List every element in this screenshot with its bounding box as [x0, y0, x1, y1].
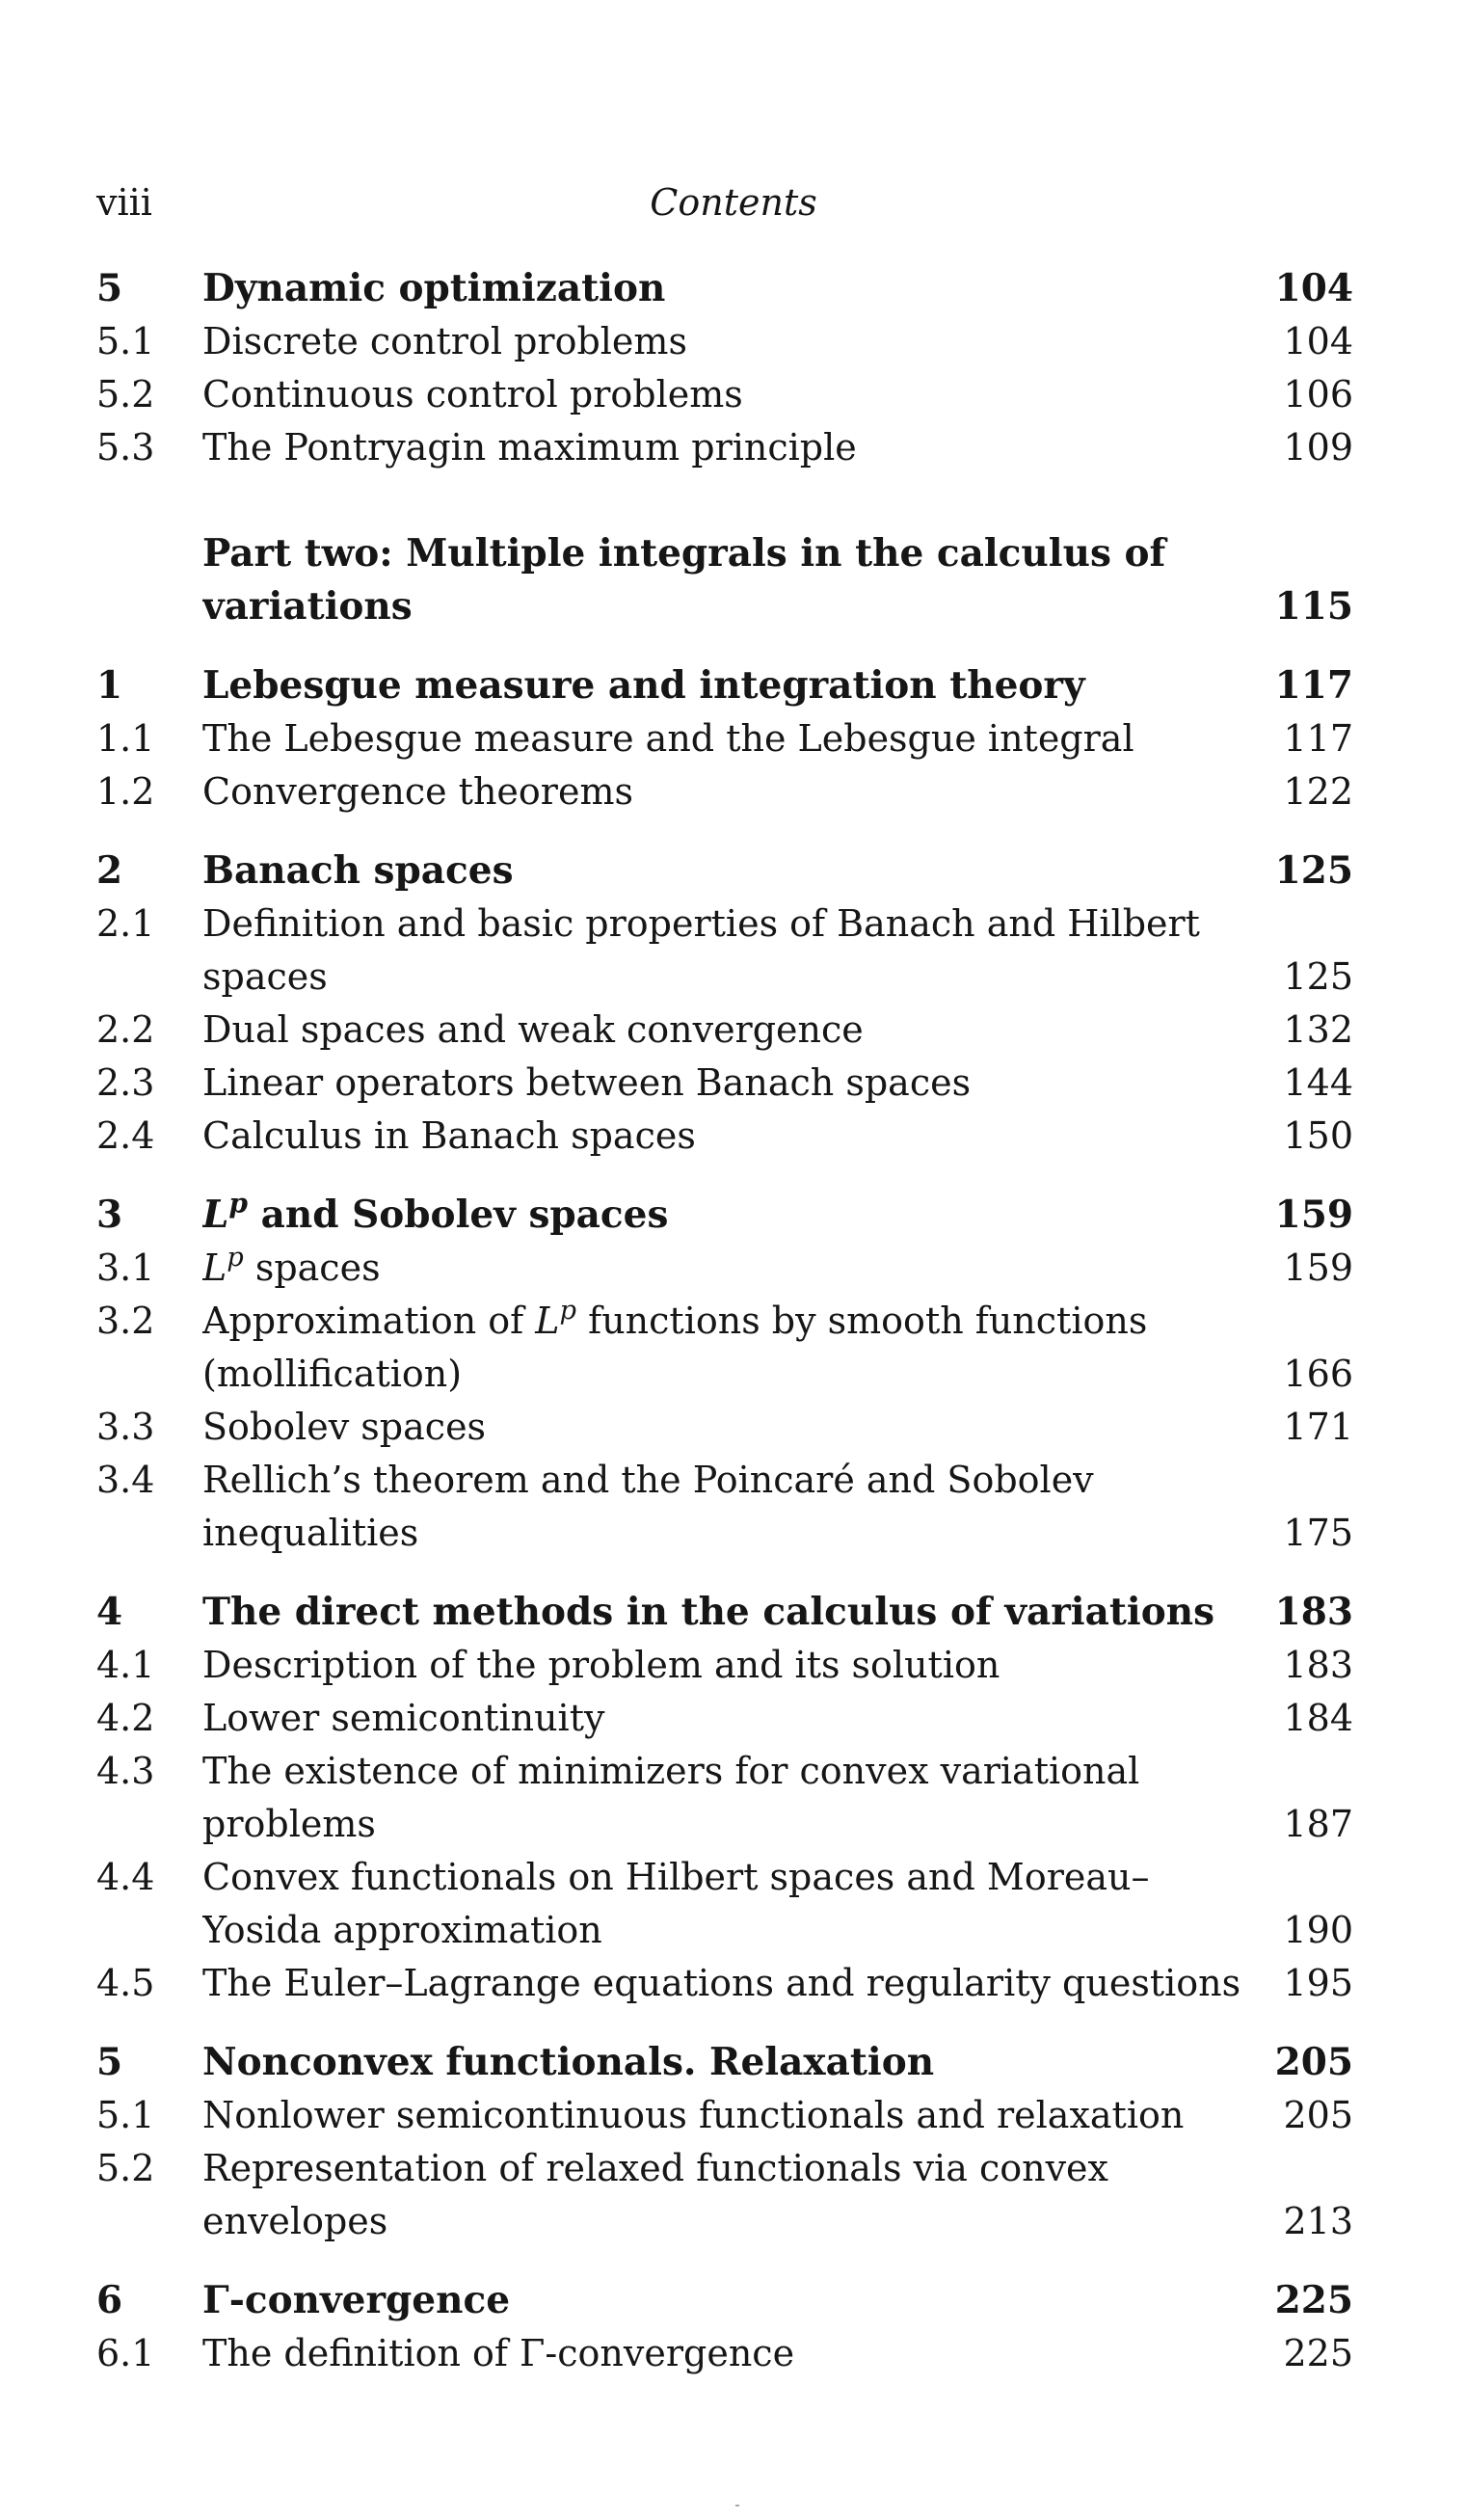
section-title: Calculus in Banach spaces: [202, 1114, 696, 1157]
chapter-title: Nonconvex functionals. Relaxation: [202, 2040, 935, 2084]
scan-speck: [735, 2505, 739, 2507]
page-number: 104: [1274, 266, 1353, 310]
toc-section-row: [0, 1004, 1467, 1057]
page-number: 104: [1283, 320, 1353, 362]
page-number: 122: [1283, 770, 1353, 813]
section-title-continued: Yosida approximation: [202, 1909, 602, 1951]
section-number: 5.2: [96, 373, 155, 416]
section-title: The Lebesgue measure and the Lebesgue integral: [202, 717, 1134, 760]
part-heading-line: [0, 580, 1467, 633]
toc-section-row: [0, 421, 1467, 474]
section-title-continued: (mollification): [202, 1353, 463, 1395]
toc-section-row: [0, 1242, 1467, 1295]
section-number: 2.3: [96, 1061, 155, 1104]
chapter-number: 1: [96, 663, 123, 708]
page-number: 106: [1283, 373, 1353, 416]
toc-section-row: [0, 1295, 1467, 1348]
page-number: 109: [1283, 426, 1353, 469]
math-superscript-p: p: [559, 1295, 577, 1326]
section-number: 5.1: [96, 320, 155, 362]
section-title: Description of the problem and its solution: [202, 1644, 1000, 1686]
section-title: The Euler–Lagrange equations and regularity questions: [202, 1962, 1241, 2004]
page-number: 117: [1283, 717, 1353, 760]
toc-section-row: [0, 765, 1467, 818]
page-number: 159: [1283, 1247, 1353, 1289]
toc-section-row: [0, 368, 1467, 421]
section-title-continued: inequalities: [202, 1512, 419, 1554]
section-number: 3.4: [96, 1459, 155, 1501]
section-number: 2.4: [96, 1114, 155, 1157]
page-number: 205: [1274, 2040, 1353, 2084]
chapter-number: 5: [96, 266, 123, 310]
toc-section-row: [0, 2089, 1467, 2142]
section-number: 4.4: [96, 1856, 155, 1898]
section-number: 6.1: [96, 2332, 155, 2374]
section-title: Dual spaces and weak convergence: [202, 1008, 864, 1051]
toc-chapter-row: [0, 659, 1467, 712]
section-number: 3.2: [96, 1300, 155, 1342]
chapter-title: Dynamic optimization: [202, 266, 666, 310]
page-number: 125: [1283, 955, 1353, 998]
part-heading-line: [0, 527, 1467, 580]
toc-section-row-continued: [0, 1798, 1467, 1851]
section-title: Lower semicontinuity: [202, 1697, 605, 1739]
page-number: 144: [1283, 1061, 1353, 1104]
page-number: 187: [1283, 1803, 1353, 1845]
section-number: 5.2: [96, 2147, 155, 2189]
page-number: 150: [1283, 1114, 1353, 1157]
page-number: 115: [1274, 584, 1353, 629]
math-superscript-p: p: [228, 1189, 249, 1220]
section-number: 3.3: [96, 1406, 155, 1448]
chapter-number: 3: [96, 1193, 123, 1237]
section-number: 4.3: [96, 1750, 155, 1792]
toc-section-row: [0, 1851, 1467, 1904]
page-number: 195: [1283, 1962, 1353, 2004]
toc-chapter-row: [0, 844, 1467, 898]
section-title-text: Approximation of: [202, 1300, 536, 1342]
section-title: The definition of Γ-convergence: [202, 2332, 795, 2374]
page-number: 171: [1283, 1406, 1353, 1448]
section-title: Rellich’s theorem and the Poincaré and Sobolev: [202, 1459, 1094, 1501]
toc-chapter-row: [0, 2274, 1467, 2327]
section-title-continued: problems: [202, 1803, 376, 1845]
page-number: 184: [1283, 1697, 1353, 1739]
toc-chapter-row: [0, 2036, 1467, 2089]
toc-section-row: [0, 1454, 1467, 1507]
chapter-title: [202, 1189, 1265, 1242]
section-number: 1.2: [96, 770, 155, 813]
toc-section-row: [0, 1745, 1467, 1798]
page-number: 125: [1274, 848, 1353, 893]
section-title: Continuous control problems: [202, 373, 743, 416]
section-title: Definition and basic properties of Banach and Hilbert: [202, 902, 1200, 945]
section-number: 4.5: [96, 1962, 155, 2004]
toc-section-row: [0, 1639, 1467, 1692]
section-title: [202, 1295, 1265, 1348]
math-superscript-p: p: [227, 1242, 244, 1273]
section-number: 5.1: [96, 2094, 155, 2136]
section-number: 1.1: [96, 717, 155, 760]
chapter-title: Lebesgue measure and integration theory: [202, 663, 1085, 708]
page-number: 159: [1274, 1193, 1353, 1237]
section-number: 2.2: [96, 1008, 155, 1051]
page-number: 225: [1283, 2332, 1353, 2374]
page-header: [0, 181, 1467, 239]
chapter-number: 5: [96, 2040, 123, 2084]
page-number: 166: [1283, 1353, 1353, 1395]
toc-section-row: [0, 1692, 1467, 1745]
toc-chapter-row: [0, 262, 1467, 315]
page-number: 205: [1283, 2094, 1353, 2136]
toc-section-row-continued: [0, 1904, 1467, 1957]
toc-section-row: [0, 712, 1467, 765]
page-number: 225: [1274, 2278, 1353, 2322]
section-number: 2.1: [96, 902, 155, 945]
section-title: [202, 1242, 1265, 1295]
section-title: Discrete control problems: [202, 320, 687, 362]
page-number: 183: [1283, 1644, 1353, 1686]
chapter-number: 4: [96, 1590, 123, 1634]
toc-section-row: [0, 898, 1467, 951]
chapter-title: Banach spaces: [202, 848, 514, 893]
page-number: 117: [1274, 663, 1353, 708]
math-L: L: [535, 1300, 560, 1342]
toc-section-row: [0, 1057, 1467, 1110]
chapter-number: 2: [96, 848, 123, 893]
math-L: L: [202, 1193, 229, 1237]
toc-section-row-continued: [0, 2195, 1467, 2248]
toc-chapter-row: [0, 1189, 1467, 1242]
part-title: Part two: Multiple integrals in the calculus of: [202, 531, 1166, 576]
section-title: Convex functionals on Hilbert spaces and Moreau–: [202, 1856, 1150, 1898]
toc-section-row: [0, 1401, 1467, 1454]
toc-section-row: [0, 315, 1467, 368]
running-head: Contents: [650, 181, 817, 224]
chapter-title: Γ-convergence: [202, 2278, 511, 2322]
section-number: 5.3: [96, 426, 155, 469]
section-title: Representation of relaxed functionals via convex: [202, 2147, 1108, 2189]
toc-section-row-continued: [0, 1348, 1467, 1401]
chapter-title-text: and Sobolev spaces: [248, 1193, 669, 1237]
section-title: Nonlower semicontinuous functionals and relaxation: [202, 2094, 1185, 2136]
section-title: Convergence theorems: [202, 770, 633, 813]
section-title-text: functions by smooth functions: [576, 1300, 1148, 1342]
part-title-continued: variations: [202, 584, 413, 629]
section-number: 4.2: [96, 1697, 155, 1739]
page-folio: viii: [96, 181, 152, 224]
section-number: 4.1: [96, 1644, 155, 1686]
toc-section-row-continued: [0, 1507, 1467, 1560]
section-title: The existence of minimizers for convex variational: [202, 1750, 1140, 1792]
section-title-continued: envelopes: [202, 2200, 388, 2242]
math-L: L: [202, 1247, 227, 1289]
page-number: 190: [1283, 1909, 1353, 1951]
section-title: Linear operators between Banach spaces: [202, 1061, 972, 1104]
toc-section-row-continued: [0, 951, 1467, 1004]
section-title: The Pontryagin maximum principle: [202, 426, 857, 469]
section-number: 3.1: [96, 1247, 155, 1289]
table-of-contents: [0, 262, 1467, 2380]
toc-section-row: [0, 2327, 1467, 2380]
section-title-text: spaces: [243, 1247, 381, 1289]
section-title-continued: spaces: [202, 955, 328, 998]
toc-section-row: [0, 2142, 1467, 2195]
page-number: 175: [1283, 1512, 1353, 1554]
page-number: 183: [1274, 1590, 1353, 1634]
section-title: Sobolev spaces: [202, 1406, 487, 1448]
chapter-title: The direct methods in the calculus of variations: [202, 1590, 1215, 1634]
toc-section-row: [0, 1957, 1467, 2010]
page-number: 132: [1283, 1008, 1353, 1051]
toc-chapter-row: [0, 1586, 1467, 1639]
chapter-number: 6: [96, 2278, 123, 2322]
toc-section-row: [0, 1110, 1467, 1163]
page-number: 213: [1283, 2200, 1353, 2242]
